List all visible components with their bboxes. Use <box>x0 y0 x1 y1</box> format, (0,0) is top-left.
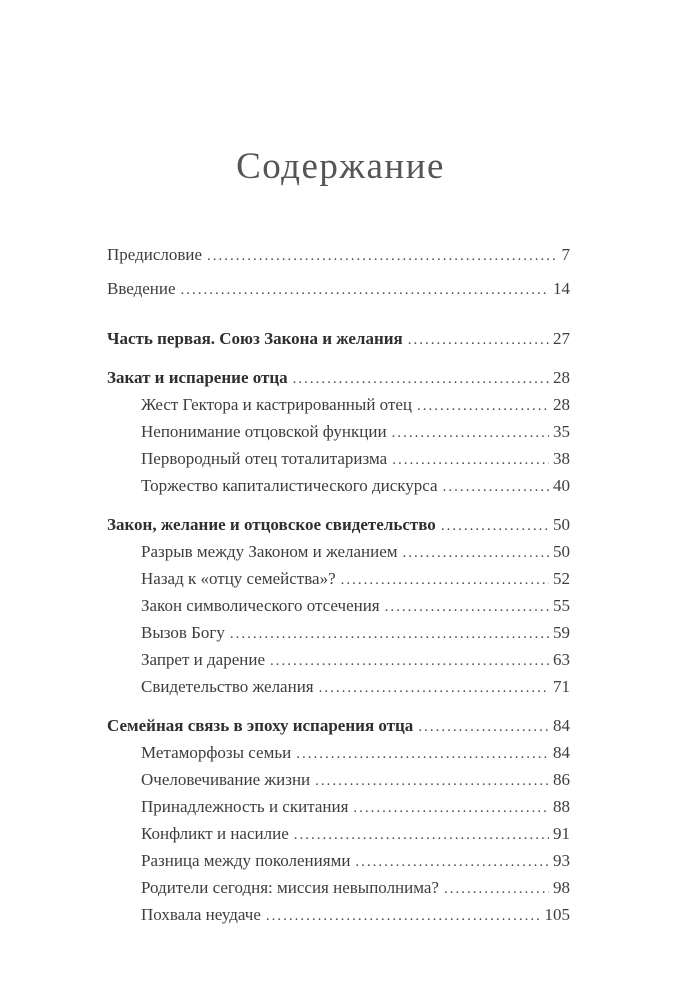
dot-leader <box>441 512 549 539</box>
toc-entry-page: 52 <box>553 569 570 588</box>
dot-leader <box>403 539 549 566</box>
toc-entry-label: Непонимание отцовской функции <box>141 422 387 441</box>
toc-entry-page: 91 <box>553 824 570 843</box>
dot-leader <box>294 821 549 848</box>
toc-entry-label: Родители сегодня: миссия невыполнима? <box>141 878 439 897</box>
toc-entry-label: Метаморфозы семьи <box>141 743 292 762</box>
toc-entry <box>107 767 570 794</box>
toc-entry-label: Жест Гектора и кастрированный отец <box>141 395 413 414</box>
dot-leader <box>266 902 541 929</box>
toc-entry <box>107 242 570 269</box>
dot-leader <box>341 566 549 593</box>
toc-entry-page: 50 <box>553 515 570 534</box>
toc-entry-label: Первородный отец тоталитаризма <box>141 449 388 468</box>
toc-entry-page: 84 <box>553 716 570 735</box>
toc-entry <box>107 794 570 821</box>
toc-entry <box>107 620 570 647</box>
dot-leader <box>353 794 549 821</box>
toc-entry-label: Очеловечивание жизни <box>141 770 311 789</box>
toc-entry <box>107 674 570 701</box>
dot-leader <box>181 276 549 303</box>
toc-entry-label: Закат и испарение отца <box>107 368 288 387</box>
toc-entry <box>107 566 570 593</box>
toc-entry-page: 38 <box>553 449 570 468</box>
dot-leader <box>270 647 549 674</box>
toc-entry-label: Похвала неудаче <box>141 905 261 924</box>
dot-leader <box>315 767 549 794</box>
dot-leader <box>230 620 549 647</box>
toc-entry-page: 93 <box>553 851 570 870</box>
toc-entry-label: Назад к «отцу семейства»? <box>141 569 336 588</box>
dot-leader <box>207 242 557 269</box>
toc-entry-page: 55 <box>553 596 570 615</box>
dot-leader <box>408 326 549 353</box>
toc-entry-page: 35 <box>553 422 570 441</box>
toc-entry-page: 98 <box>553 878 570 897</box>
toc-entry-label: Введение <box>107 279 176 298</box>
toc-entry-page: 105 <box>544 905 570 924</box>
toc-entry-label: Разница между поколениями <box>141 851 351 870</box>
toc-entry <box>107 512 570 539</box>
toc-entry-label: Торжество капиталистического дискурса <box>141 476 438 495</box>
toc-entry-page: 50 <box>553 542 570 561</box>
toc-entry-label: Часть первая. Союз Закона и желания <box>107 329 403 348</box>
toc-entry <box>107 326 570 353</box>
toc-entry-label: Вызов Богу <box>141 623 225 642</box>
toc-entry-page: 59 <box>553 623 570 642</box>
dot-leader <box>355 848 549 875</box>
toc-entry-label: Свидетельство желания <box>141 677 314 696</box>
toc-entry-page: 71 <box>553 677 570 696</box>
toc-entry <box>107 392 570 419</box>
dot-leader <box>443 473 549 500</box>
toc-entry <box>107 821 570 848</box>
toc-entry-label: Разрыв между Законом и желанием <box>141 542 398 561</box>
toc-entry <box>107 365 570 392</box>
dot-leader <box>385 593 549 620</box>
toc-entry <box>107 446 570 473</box>
toc-entry-label: Запрет и дарение <box>141 650 265 669</box>
toc-entry <box>107 276 570 303</box>
toc-entry <box>107 902 570 929</box>
toc-entry-label: Принадлежность и скитания <box>141 797 349 816</box>
toc-entry-page: 28 <box>553 368 570 387</box>
toc-entry-page: 14 <box>553 279 570 298</box>
toc-entry <box>107 848 570 875</box>
dot-leader <box>392 446 549 473</box>
toc-list <box>107 242 570 929</box>
toc-entry-page: 27 <box>553 329 570 348</box>
dot-leader <box>418 713 549 740</box>
toc-entry-page: 63 <box>553 650 570 669</box>
toc-entry-label: Конфликт и насилие <box>141 824 289 843</box>
toc-entry-page: 28 <box>553 395 570 414</box>
toc-entry-page: 88 <box>553 797 570 816</box>
dot-leader <box>296 740 549 767</box>
toc-entry <box>107 875 570 902</box>
toc-entry <box>107 647 570 674</box>
toc-entry <box>107 419 570 446</box>
dot-leader <box>444 875 549 902</box>
toc-entry <box>107 740 570 767</box>
dot-leader <box>293 365 549 392</box>
toc-entry-page: 86 <box>553 770 570 789</box>
dot-leader <box>319 674 549 701</box>
toc-entry <box>107 713 570 740</box>
page-title: Содержание <box>236 146 445 187</box>
toc-entry <box>107 473 570 500</box>
toc-entry <box>107 593 570 620</box>
toc-entry-label: Предисловие <box>107 245 203 264</box>
toc-entry-page: 84 <box>553 743 570 762</box>
toc-entry-page: 7 <box>561 245 570 264</box>
toc-entry-page: 40 <box>553 476 570 495</box>
toc-entry-label: Закон, желание и отцовское свидетельство <box>107 515 436 534</box>
toc-entry-label: Семейная связь в эпоху испарения отца <box>107 716 414 735</box>
toc-entry-label: Закон символического отсечения <box>141 596 380 615</box>
dot-leader <box>417 392 549 419</box>
toc-entry <box>107 539 570 566</box>
dot-leader <box>392 419 549 446</box>
